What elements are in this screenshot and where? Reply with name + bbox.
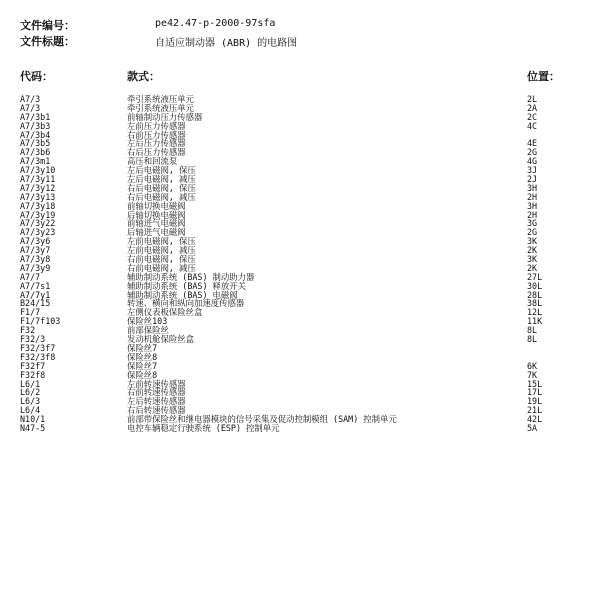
- table-row: [0, 131, 600, 140]
- component-position: 12L: [527, 307, 543, 318]
- component-description: 右后电磁阀, 保压: [127, 182, 196, 193]
- component-position: 3H: [527, 200, 538, 211]
- table-row: [0, 282, 600, 291]
- table-row: [0, 184, 600, 193]
- table-row: [0, 291, 600, 300]
- component-description: 右前电磁阀, 减压: [127, 262, 196, 273]
- component-code: L6/2: [20, 387, 41, 398]
- component-description: 前部保险丝: [127, 325, 169, 336]
- component-code: A7/3y10: [20, 165, 56, 176]
- component-description: 左后转速传感器: [127, 396, 186, 407]
- table-row: [0, 148, 600, 157]
- component-description: 右前压力传感器: [127, 129, 186, 140]
- header-doc-title-label: 文件标题：: [20, 35, 75, 48]
- component-code: A7/3b6: [20, 147, 51, 158]
- component-table: [0, 95, 600, 433]
- table-row: [0, 104, 600, 113]
- component-description: 左后电磁阀, 保压: [127, 165, 196, 176]
- component-position: 2K: [527, 245, 538, 256]
- component-description: 右前转速传感器: [127, 387, 186, 398]
- component-code: A7/3y23: [20, 227, 56, 238]
- component-position: 2L: [527, 94, 538, 104]
- table-row: [0, 157, 600, 166]
- table-row: [0, 273, 600, 282]
- component-position: 8L: [527, 325, 538, 336]
- column-header-code: 代码：: [20, 70, 53, 83]
- component-position: 2C: [527, 111, 538, 122]
- component-code: L6/4: [20, 405, 41, 416]
- component-description: 转速、横向和纵向加速度传感器: [127, 298, 245, 309]
- component-code: A7/3y9: [20, 262, 51, 273]
- component-description: 前轴制动压力传感器: [127, 111, 203, 122]
- component-position: 17L: [527, 387, 543, 398]
- component-description: 左前压力传感器: [127, 120, 186, 131]
- table-row: [0, 397, 600, 406]
- column-header-position: 位置：: [527, 70, 560, 83]
- component-position: 2J: [527, 174, 538, 185]
- component-position: 2H: [527, 191, 538, 202]
- component-position: 15L: [527, 378, 543, 389]
- component-description: 前轴切换电磁阀: [127, 200, 186, 211]
- table-row: [0, 335, 600, 344]
- component-position: 4G: [527, 156, 538, 167]
- component-description: 保险丝7: [127, 360, 158, 371]
- component-code: A7/3b5: [20, 138, 51, 149]
- component-position: 2A: [527, 102, 538, 113]
- component-description: 前部带保险丝和继电器模块的信号采集及促动控制模组 (SAM) 控制单元: [127, 414, 397, 425]
- component-code: A7/3y7: [20, 245, 51, 256]
- component-description: 右后电磁阀, 减压: [127, 191, 196, 202]
- table-row: [0, 299, 600, 308]
- component-description: 后轴进气电磁阀: [127, 227, 186, 238]
- table-row: [0, 388, 600, 397]
- component-code: F32: [20, 325, 36, 336]
- header-doc-number-value: pe42.47-p-2000-97sfa: [155, 18, 276, 29]
- component-position: 2K: [527, 262, 538, 273]
- table-row: [0, 255, 600, 264]
- component-code: A7/3y12: [20, 182, 56, 193]
- table-row: [0, 113, 600, 122]
- table-row: [0, 264, 600, 273]
- table-row: [0, 362, 600, 371]
- component-position: 3K: [527, 254, 538, 265]
- component-position: 3H: [527, 182, 538, 193]
- table-row: [0, 193, 600, 202]
- component-description: 保险丝103: [127, 316, 168, 327]
- table-row: [0, 228, 600, 237]
- component-code: A7/3y11: [20, 174, 56, 185]
- component-position: 3G: [527, 218, 538, 229]
- component-code: F1/7f103: [20, 316, 61, 327]
- table-row: [0, 326, 600, 335]
- component-code: A7/3y19: [20, 209, 56, 220]
- table-row: [0, 353, 600, 362]
- table-row: [0, 211, 600, 220]
- component-code: B24/15: [20, 298, 51, 309]
- component-description: 左后电磁阀, 减压: [127, 174, 196, 185]
- table-row: [0, 95, 600, 104]
- component-code: A7/7s1: [20, 280, 51, 291]
- component-position: 4C: [527, 120, 538, 131]
- component-description: 辅助制动系统 (BAS) 制动助力器: [127, 271, 255, 282]
- component-description: 高压和回流泵: [127, 156, 178, 167]
- component-description: 保险丝8: [127, 369, 158, 380]
- component-position: 5A: [527, 422, 538, 433]
- component-code: N10/1: [20, 414, 46, 425]
- component-description: 辅助制动系统 (BAS) 电磁阀: [127, 289, 238, 300]
- component-code: A7/3m1: [20, 156, 51, 167]
- component-code: F32f8: [20, 369, 46, 380]
- component-position: 2G: [527, 227, 538, 238]
- table-row: [0, 139, 600, 148]
- component-position: 6K: [527, 360, 538, 371]
- component-code: F32/3: [20, 334, 46, 345]
- component-code: A7/3y6: [20, 236, 51, 247]
- table-row: [0, 246, 600, 255]
- component-code: A7/3b1: [20, 111, 51, 122]
- component-description: 保险丝7: [127, 342, 158, 353]
- component-position: 38L: [527, 298, 543, 309]
- component-code: A7/3b3: [20, 120, 51, 131]
- component-code: A7/3y8: [20, 254, 51, 265]
- table-row: [0, 166, 600, 175]
- component-code: N47-5: [20, 422, 46, 433]
- component-position: 3K: [527, 236, 538, 247]
- component-description: 牵引系统液压单元: [127, 94, 194, 104]
- table-row: [0, 424, 600, 433]
- component-description: 左前电磁阀, 保压: [127, 236, 196, 247]
- component-position: 4E: [527, 138, 538, 149]
- component-description: 发动机舱保险丝盒: [127, 334, 194, 345]
- table-row: [0, 344, 600, 353]
- component-position: 28L: [527, 289, 543, 300]
- component-code: A7/3y13: [20, 191, 56, 202]
- component-position: 42L: [527, 414, 543, 425]
- component-position: 11K: [527, 316, 543, 327]
- component-description: 左前转速传感器: [127, 378, 186, 389]
- component-description: 辅助制动系统 (BAS) 释放开关: [127, 280, 247, 291]
- component-code: A7/3: [20, 94, 41, 104]
- component-code: A7/3y18: [20, 200, 56, 211]
- component-position: 30L: [527, 280, 543, 291]
- component-code: F32/3f7: [20, 342, 56, 353]
- component-code: A7/3b4: [20, 129, 51, 140]
- component-description: 牵引系统液压单元: [127, 102, 194, 113]
- component-code: A7/7y1: [20, 289, 51, 300]
- component-code: F32/3f8: [20, 351, 56, 362]
- component-position: 19L: [527, 396, 543, 407]
- component-position: 21L: [527, 405, 543, 416]
- component-code: A7/3: [20, 102, 41, 113]
- component-description: 后轴切换电磁阀: [127, 209, 186, 220]
- component-code: F1/7: [20, 307, 41, 318]
- header-doc-title-value: 自适应制动器 (ABR) 的电路图: [155, 38, 298, 49]
- table-row: [0, 380, 600, 389]
- component-description: 前轴进气电磁阀: [127, 218, 186, 229]
- table-row: [0, 317, 600, 326]
- component-position: 27L: [527, 271, 543, 282]
- header-doc-number-label: 文件编号：: [20, 19, 75, 32]
- component-description: 左侧仪表板保险丝盒: [127, 307, 203, 318]
- component-description: 右前电磁阀, 保压: [127, 254, 196, 265]
- component-description: 左前电磁阀, 减压: [127, 245, 196, 256]
- component-description: 左后压力传感器: [127, 138, 186, 149]
- component-position: 8L: [527, 334, 538, 345]
- component-description: 右后压力传感器: [127, 147, 186, 158]
- column-header-desc: 款式：: [127, 70, 160, 83]
- table-row: [0, 415, 600, 424]
- component-code: F32f7: [20, 360, 46, 371]
- component-code: L6/1: [20, 378, 41, 389]
- table-row: [0, 122, 600, 131]
- table-row: [0, 202, 600, 211]
- table-row: [0, 308, 600, 317]
- table-row: [0, 175, 600, 184]
- component-position: 2G: [527, 147, 538, 158]
- component-description: 右后转速传感器: [127, 405, 186, 416]
- component-code: L6/3: [20, 396, 41, 407]
- table-row: [0, 219, 600, 228]
- component-position: 7K: [527, 369, 538, 380]
- component-position: 2H: [527, 209, 538, 220]
- component-position: 3J: [527, 165, 538, 176]
- component-description: 保险丝8: [127, 351, 158, 362]
- component-code: A7/7: [20, 271, 41, 282]
- component-code: A7/3y22: [20, 218, 56, 229]
- table-row: [0, 371, 600, 380]
- component-description: 电控车辆稳定行驶系统 (ESP) 控制单元: [127, 422, 280, 433]
- table-row: [0, 237, 600, 246]
